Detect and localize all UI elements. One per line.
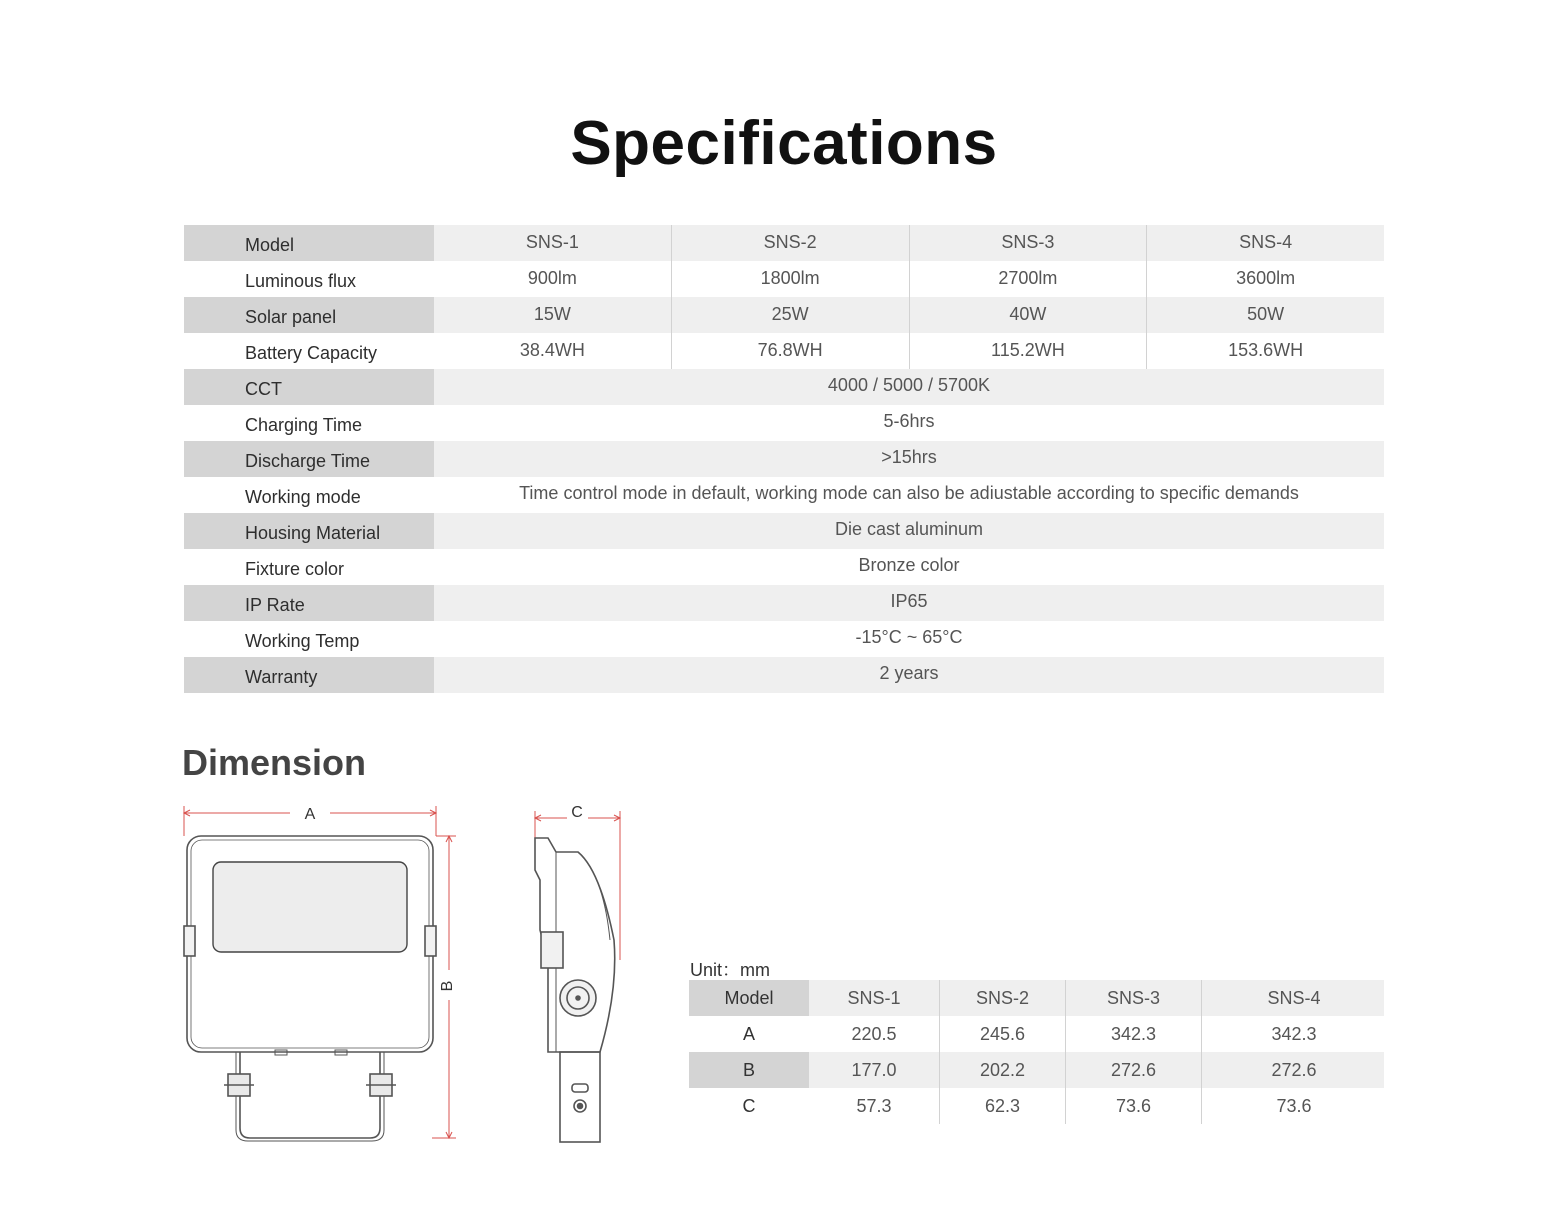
spec-row-label: CCT: [184, 369, 434, 405]
spec-header-model: SNS-3: [909, 225, 1147, 261]
spec-row-charging-time: [184, 405, 1384, 441]
dimension-drawing: [178, 798, 628, 1148]
spec-cell: Bronze color: [858, 555, 960, 575]
unit-label: Unit：mm: [690, 960, 770, 980]
dimension-cell: 272.6: [1201, 1052, 1386, 1088]
side-view-drawing: [535, 811, 620, 1142]
spec-row-warranty: [184, 657, 1384, 693]
dimension-row-label: A: [742, 1024, 755, 1044]
dimension-cell: 245.6: [939, 1016, 1065, 1052]
spec-cell: 76.8WH: [671, 333, 909, 369]
spec-cell: 1800lm: [671, 261, 909, 297]
dimension-row-b: [689, 1052, 1384, 1088]
dimension-cell: 342.3: [1065, 1016, 1201, 1052]
spec-row-fixture-color: [184, 549, 1384, 585]
spec-header-model: SNS-4: [1146, 225, 1384, 261]
spec-cell: 15W: [533, 304, 571, 324]
dimension-cell: 342.3: [1201, 1016, 1386, 1052]
specifications-table: [184, 225, 1384, 693]
page-title: Specifications: [570, 109, 998, 178]
spec-cell: 153.6WH: [1146, 333, 1384, 369]
dimension-label-a: A: [304, 806, 316, 823]
spec-cell: 2 years: [879, 663, 939, 683]
dimension-header-model: SNS-3: [1065, 980, 1201, 1016]
spec-row-label: Solar panel: [184, 297, 434, 333]
spec-row-label: Working Temp: [245, 631, 360, 651]
dimension-header-model: SNS-2: [939, 980, 1065, 1016]
spec-row-discharge-time: [184, 441, 1384, 477]
spec-header-label: Model: [184, 225, 434, 261]
dimension-cell: 177.0: [851, 1060, 897, 1080]
dimension-row-label: C: [742, 1096, 756, 1116]
spec-cell: 900lm: [527, 268, 577, 288]
spec-cell: 2700lm: [909, 261, 1147, 297]
dimension-header-row: [689, 980, 1384, 1016]
dimension-cell: 73.6: [1065, 1088, 1201, 1124]
dimension-cell: 202.2: [939, 1052, 1065, 1088]
dimension-row-c: [689, 1088, 1384, 1124]
spec-header-row: [184, 225, 1384, 261]
spec-cell: 50W: [1146, 297, 1384, 333]
spec-cell: >15hrs: [881, 447, 937, 467]
dimension-header-model: SNS-1: [847, 988, 901, 1008]
dimension-label-c: C: [571, 804, 583, 821]
spec-cell: IP65: [890, 591, 928, 611]
spec-cell: 38.4WH: [519, 340, 585, 360]
dimension-table: [689, 980, 1384, 1124]
spec-cell: Time control mode in default, working mode can also be adiustable according to specific demands: [519, 483, 1299, 503]
spec-cell: -15°C ~ 65°C: [855, 627, 963, 647]
spec-row-label: Housing Material: [184, 513, 434, 549]
spec-cell: Die cast aluminum: [834, 519, 984, 539]
spec-row-label: IP Rate: [184, 585, 434, 621]
dimension-header-model: SNS-4: [1201, 980, 1386, 1016]
spec-row-solar-panel: [184, 297, 1384, 333]
dimension-cell: 73.6: [1201, 1088, 1386, 1124]
spec-header-model: SNS-1: [525, 232, 579, 252]
dimension-cell: 57.3: [856, 1096, 892, 1116]
spec-row-label: Fixture color: [245, 559, 345, 579]
spec-row-working-mode: [184, 477, 1384, 513]
spec-cell: 3600lm: [1146, 261, 1384, 297]
spec-row-cct: [184, 369, 1384, 405]
dimension-title: Dimension: [182, 742, 367, 783]
spec-cell: 25W: [671, 297, 909, 333]
spec-cell: 40W: [909, 297, 1147, 333]
dimension-row-label: B: [689, 1052, 809, 1088]
spec-cell: 5-6hrs: [883, 411, 935, 431]
spec-cell: 115.2WH: [909, 333, 1147, 369]
front-view-drawing: [184, 806, 456, 1141]
spec-cell: 4000 / 5000 / 5700K: [827, 375, 991, 395]
spec-row-battery-capacity: [184, 333, 1384, 369]
dimension-row-a: [689, 1016, 1384, 1052]
spec-row-label: Luminous flux: [245, 271, 357, 291]
spec-row-working-temp: [184, 621, 1384, 657]
dimension-cell: 220.5: [851, 1024, 897, 1044]
spec-row-label: Battery Capacity: [245, 343, 378, 363]
spec-row-label: Warranty: [184, 657, 434, 693]
dimension-cell: 62.3: [939, 1088, 1065, 1124]
dimension-cell: 272.6: [1065, 1052, 1201, 1088]
spec-row-ip-rate: [184, 585, 1384, 621]
spec-row-housing-material: [184, 513, 1384, 549]
spec-header-model: SNS-2: [671, 225, 909, 261]
dimension-label-b: B: [439, 980, 456, 992]
spec-row-label: Working mode: [245, 487, 361, 507]
spec-row-luminous-flux: [184, 261, 1384, 297]
spec-row-label: Discharge Time: [184, 441, 434, 477]
dimension-header-label: Model: [689, 980, 809, 1016]
spec-row-label: Charging Time: [245, 415, 363, 435]
